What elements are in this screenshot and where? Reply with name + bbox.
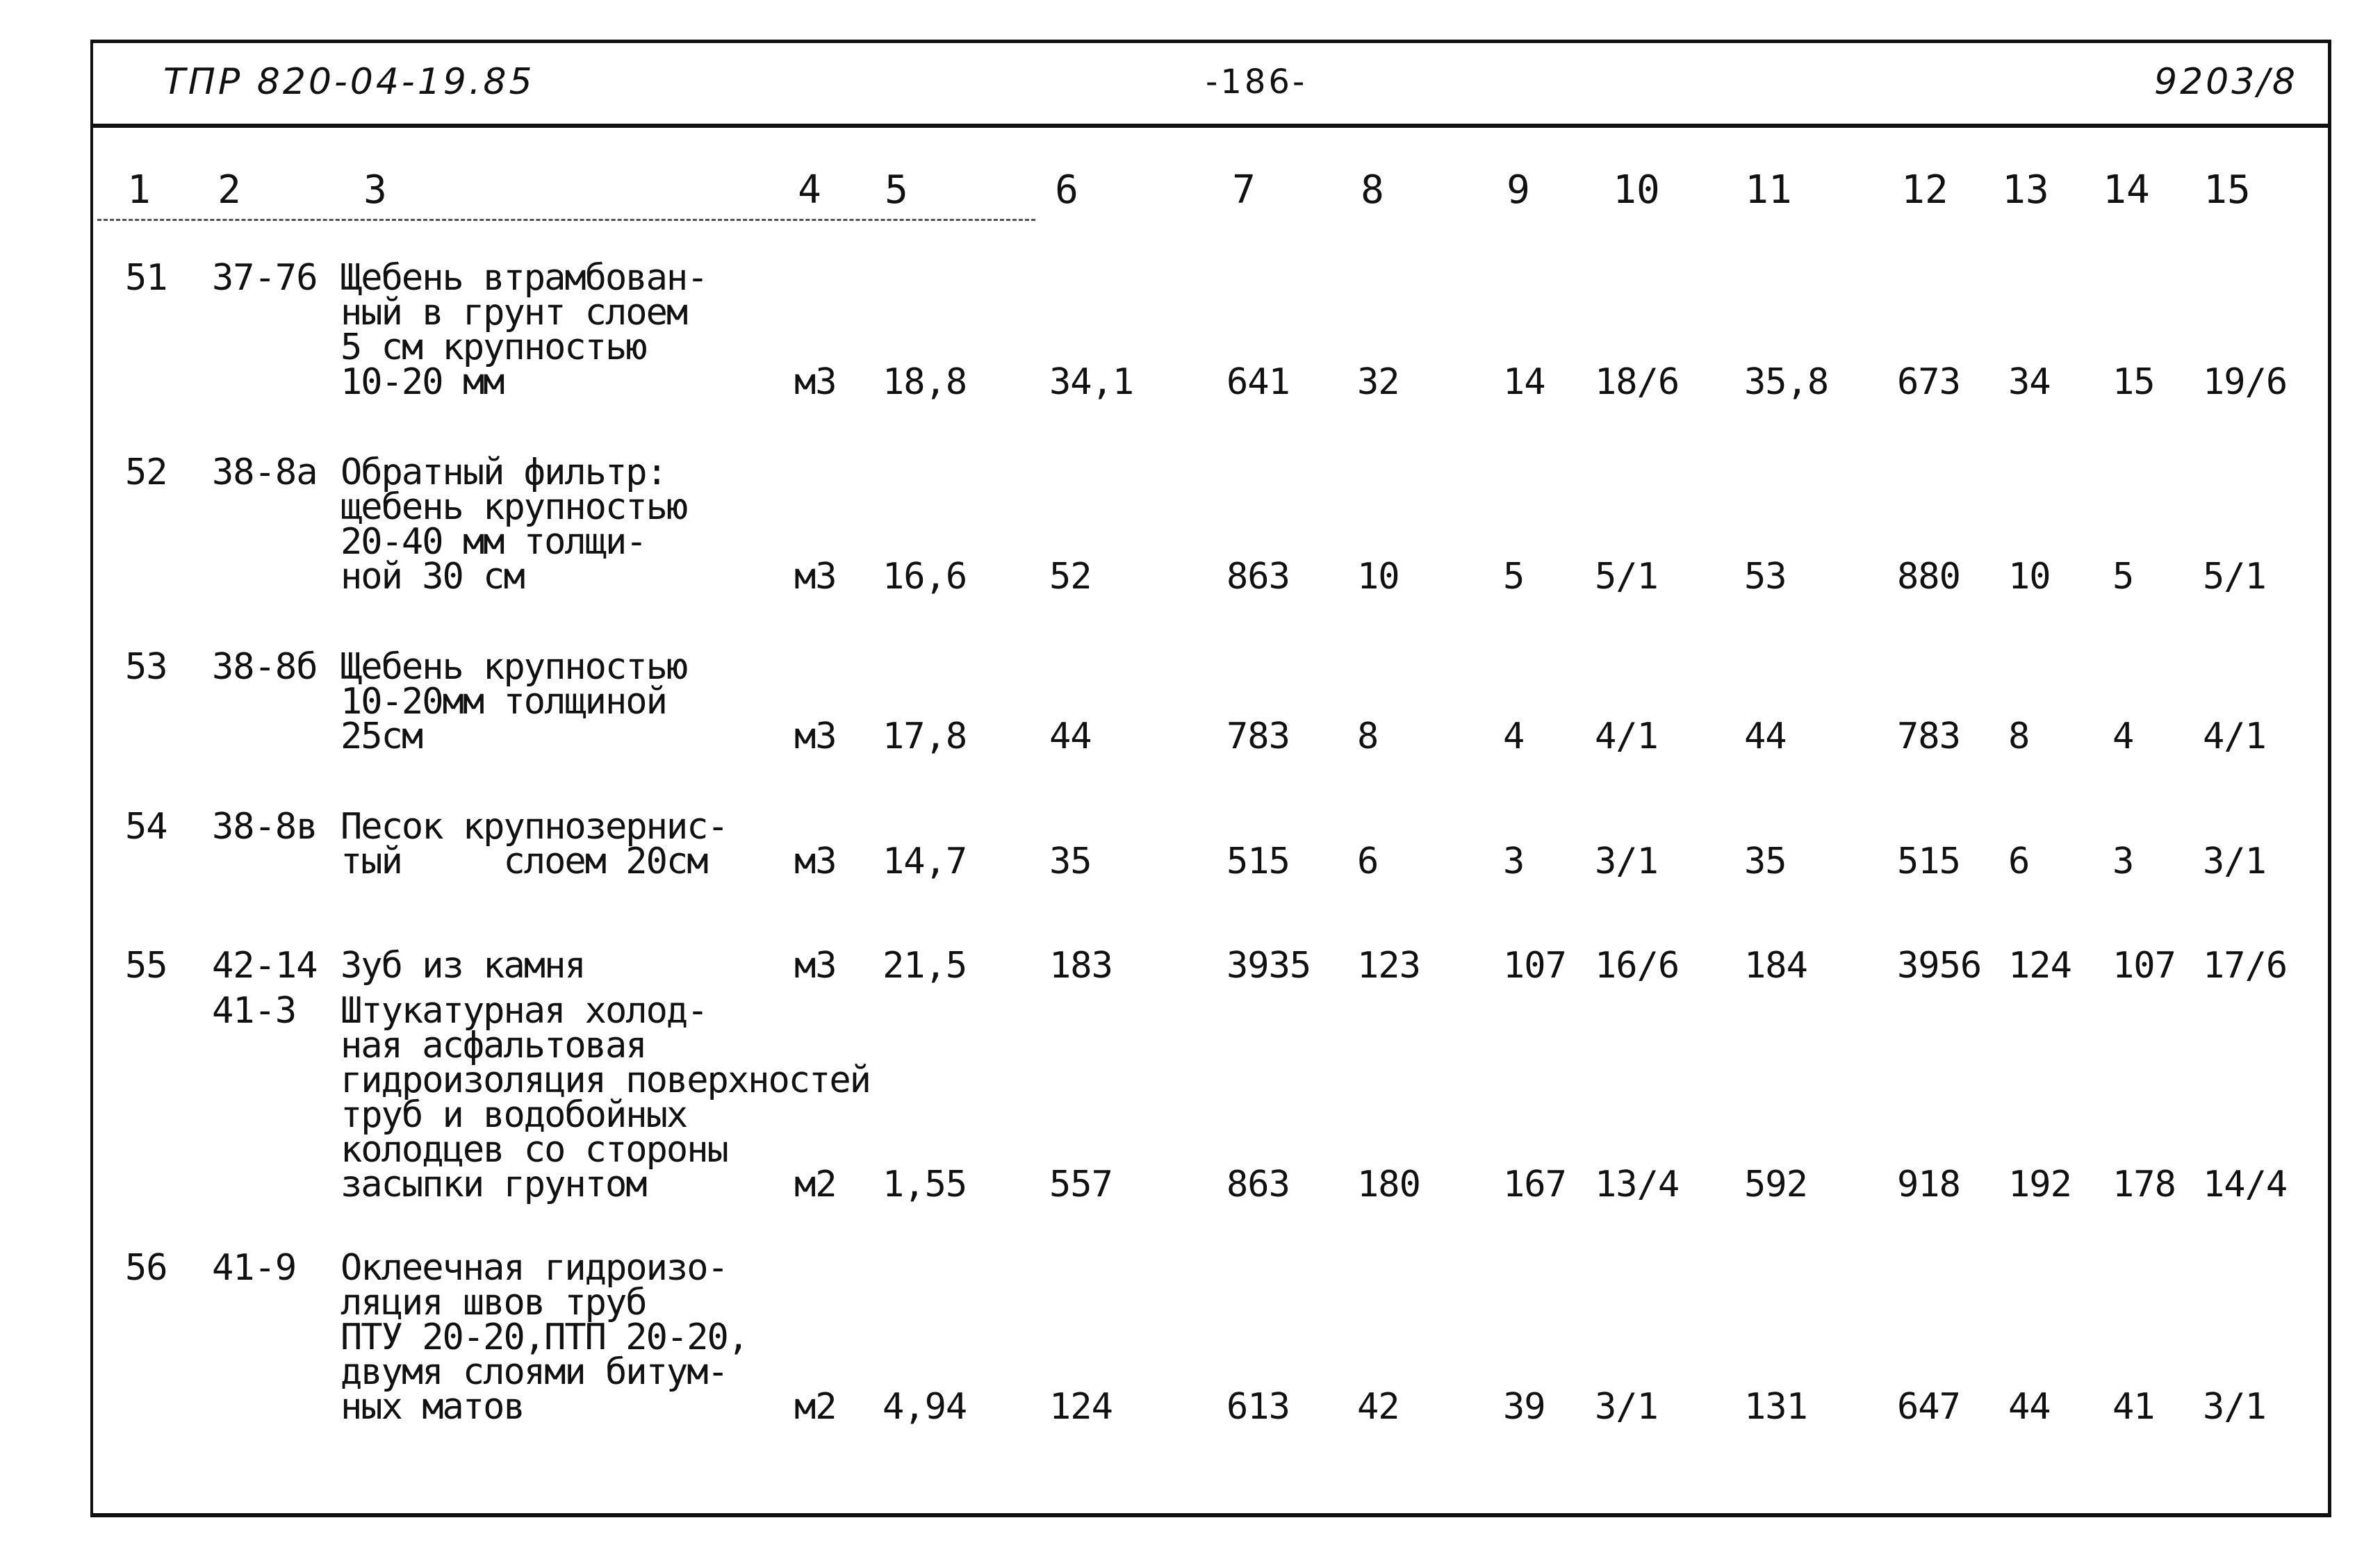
value-col-9: 3	[1503, 841, 1525, 882]
value-col-14: 41	[2112, 1386, 2155, 1428]
value-col-13: 192	[2008, 1164, 2071, 1205]
unit-cell: м3	[794, 716, 837, 757]
work-description-line: 10-20мм толщиной	[340, 681, 666, 723]
work-description-line: 25см	[340, 716, 422, 757]
work-description-line: колодцев со стороны	[340, 1129, 728, 1171]
unit-cell: м3	[794, 361, 837, 403]
column-number-14: 14	[2103, 167, 2150, 213]
value-col-12: 673	[1897, 361, 1960, 403]
column-number-1: 1	[127, 167, 151, 213]
value-col-13: 8	[2008, 716, 2030, 757]
column-number-4: 4	[798, 167, 821, 213]
value-col-11: 35	[1744, 841, 1787, 882]
value-col-6: 34,1	[1049, 361, 1134, 403]
value-col-12: 918	[1897, 1164, 1960, 1205]
value-col-15: 3/1	[2203, 841, 2266, 882]
column-number-6: 6	[1055, 167, 1078, 213]
value-col-13: 10	[2008, 556, 2051, 597]
value-col-11: 53	[1744, 556, 1787, 597]
work-description-line: Штукатурная холод-	[340, 990, 707, 1032]
value-col-9: 39	[1503, 1386, 1545, 1428]
column-number-13: 13	[2002, 167, 2049, 213]
value-col-8: 42	[1357, 1386, 1400, 1428]
value-col-8: 10	[1357, 556, 1400, 597]
column-number-15: 15	[2203, 167, 2251, 213]
value-col-15: 5/1	[2203, 556, 2266, 597]
norm-code: 37-76	[212, 257, 318, 299]
work-description-line: ный в грунт слоем	[340, 292, 687, 333]
column-number-7: 7	[1232, 167, 1256, 213]
value-col-7: 515	[1226, 841, 1290, 882]
page-number: -186-	[1206, 63, 1308, 101]
work-description-line: ной 30 см	[340, 556, 524, 597]
value-col-5: 17,8	[883, 716, 967, 757]
work-description-line: щебень крупностью	[340, 486, 687, 528]
value-col-10: 18/6	[1595, 361, 1680, 403]
work-description-line: ных матов	[340, 1386, 524, 1428]
work-description-line: Зуб из камня	[340, 945, 585, 987]
value-col-15: 14/4	[2203, 1164, 2288, 1205]
norm-code: 38-8б	[212, 646, 318, 688]
value-col-10: 4/1	[1595, 716, 1658, 757]
value-col-10: 16/6	[1595, 945, 1680, 987]
work-description-line: Обратный фильтр:	[340, 452, 666, 493]
norm-code: 41-3	[212, 990, 297, 1032]
value-col-10: 3/1	[1595, 1386, 1658, 1428]
value-col-14: 15	[2112, 361, 2155, 403]
value-col-11: 592	[1744, 1164, 1807, 1205]
column-number-8: 8	[1361, 167, 1384, 213]
value-col-10: 13/4	[1595, 1164, 1680, 1205]
value-col-8: 6	[1357, 841, 1379, 882]
value-col-5: 18,8	[883, 361, 967, 403]
value-col-8: 180	[1357, 1164, 1420, 1205]
value-col-13: 34	[2008, 361, 2051, 403]
unit-cell: м2	[794, 1164, 837, 1205]
row-number: 52	[125, 452, 167, 493]
column-number-rule	[97, 219, 1035, 221]
unit-cell: м2	[794, 1386, 837, 1428]
value-col-14: 3	[2112, 841, 2134, 882]
row-number: 55	[125, 945, 167, 987]
value-col-7: 613	[1226, 1386, 1290, 1428]
value-col-5: 1,55	[883, 1164, 967, 1205]
value-col-7: 783	[1226, 716, 1290, 757]
value-col-7: 863	[1226, 556, 1290, 597]
value-col-9: 167	[1503, 1164, 1566, 1205]
work-description-line: Оклеечная гидроизо-	[340, 1247, 728, 1289]
row-number: 56	[125, 1247, 167, 1289]
work-description-line: тый слоем 20см	[340, 841, 707, 882]
value-col-13: 124	[2008, 945, 2071, 987]
value-col-5: 14,7	[883, 841, 967, 882]
value-col-9: 107	[1503, 945, 1566, 987]
value-col-12: 515	[1897, 841, 1960, 882]
value-col-7: 641	[1226, 361, 1290, 403]
value-col-6: 124	[1049, 1386, 1113, 1428]
value-col-11: 44	[1744, 716, 1787, 757]
value-col-11: 35,8	[1744, 361, 1829, 403]
unit-cell: м3	[794, 945, 837, 987]
value-col-9: 5	[1503, 556, 1525, 597]
value-col-6: 44	[1049, 716, 1092, 757]
header-rule	[93, 124, 2329, 128]
work-description-line: засыпки грунтом	[340, 1164, 646, 1205]
value-col-5: 21,5	[883, 945, 967, 987]
value-col-7: 863	[1226, 1164, 1290, 1205]
value-col-6: 183	[1049, 945, 1113, 987]
work-description-line: двумя слоями битум-	[340, 1351, 728, 1393]
value-col-8: 32	[1357, 361, 1400, 403]
value-col-14: 107	[2112, 945, 2176, 987]
work-description-line: Щебень втрамбован-	[340, 257, 707, 299]
work-description-line: ляция швов труб	[340, 1282, 646, 1323]
work-description-line: 5 см крупностью	[340, 327, 646, 368]
value-col-9: 14	[1503, 361, 1545, 403]
work-description-line: ПТУ 20-20,ПТП 20-20,	[340, 1317, 748, 1358]
column-number-9: 9	[1507, 167, 1530, 213]
value-col-5: 4,94	[883, 1386, 967, 1428]
work-description-line: Щебень крупностью	[340, 646, 687, 688]
value-col-10: 3/1	[1595, 841, 1658, 882]
norm-code: 41-9	[212, 1247, 297, 1289]
value-col-12: 783	[1897, 716, 1960, 757]
work-description-line: 20-40 мм толщи-	[340, 521, 646, 563]
value-col-12: 3956	[1897, 945, 1982, 987]
value-col-8: 123	[1357, 945, 1420, 987]
work-description-line: Песок крупнозернис-	[340, 806, 728, 848]
value-col-14: 4	[2112, 716, 2134, 757]
column-number-11: 11	[1745, 167, 1792, 213]
work-description-line: гидроизоляция поверхностей	[340, 1059, 870, 1101]
column-number-12: 12	[1901, 167, 1948, 213]
value-col-11: 131	[1744, 1386, 1807, 1428]
norm-code: 38-8а	[212, 452, 318, 493]
work-description-line: 10-20 мм	[340, 361, 504, 403]
value-col-6: 557	[1049, 1164, 1113, 1205]
work-description-line: ная асфальтовая	[340, 1025, 646, 1066]
unit-cell: м3	[794, 841, 837, 882]
column-number-10: 10	[1613, 167, 1660, 213]
value-col-7: 3935	[1226, 945, 1311, 987]
value-col-15: 4/1	[2203, 716, 2266, 757]
value-col-13: 44	[2008, 1386, 2051, 1428]
value-col-13: 6	[2008, 841, 2030, 882]
value-col-14: 5	[2112, 556, 2134, 597]
sheet-number: 9203/8	[2154, 61, 2298, 103]
row-number: 53	[125, 646, 167, 688]
document-code: ТПР 820-04-19.85	[163, 61, 535, 103]
unit-cell: м3	[794, 556, 837, 597]
value-col-14: 178	[2112, 1164, 2176, 1205]
value-col-6: 52	[1049, 556, 1092, 597]
value-col-9: 4	[1503, 716, 1525, 757]
value-col-12: 647	[1897, 1386, 1960, 1428]
value-col-12: 880	[1897, 556, 1960, 597]
value-col-10: 5/1	[1595, 556, 1658, 597]
row-number: 54	[125, 806, 167, 848]
norm-code: 38-8в	[212, 806, 318, 848]
value-col-15: 3/1	[2203, 1386, 2266, 1428]
column-number-3: 3	[363, 167, 387, 213]
value-col-11: 184	[1744, 945, 1807, 987]
value-col-15: 17/6	[2203, 945, 2288, 987]
work-description-line: труб и водобойных	[340, 1094, 687, 1136]
column-number-5: 5	[885, 167, 908, 213]
value-col-8: 8	[1357, 716, 1379, 757]
value-col-5: 16,6	[883, 556, 967, 597]
value-col-6: 35	[1049, 841, 1092, 882]
column-number-2: 2	[218, 167, 241, 213]
norm-code: 42-14	[212, 945, 318, 987]
value-col-15: 19/6	[2203, 361, 2288, 403]
row-number: 51	[125, 257, 167, 299]
